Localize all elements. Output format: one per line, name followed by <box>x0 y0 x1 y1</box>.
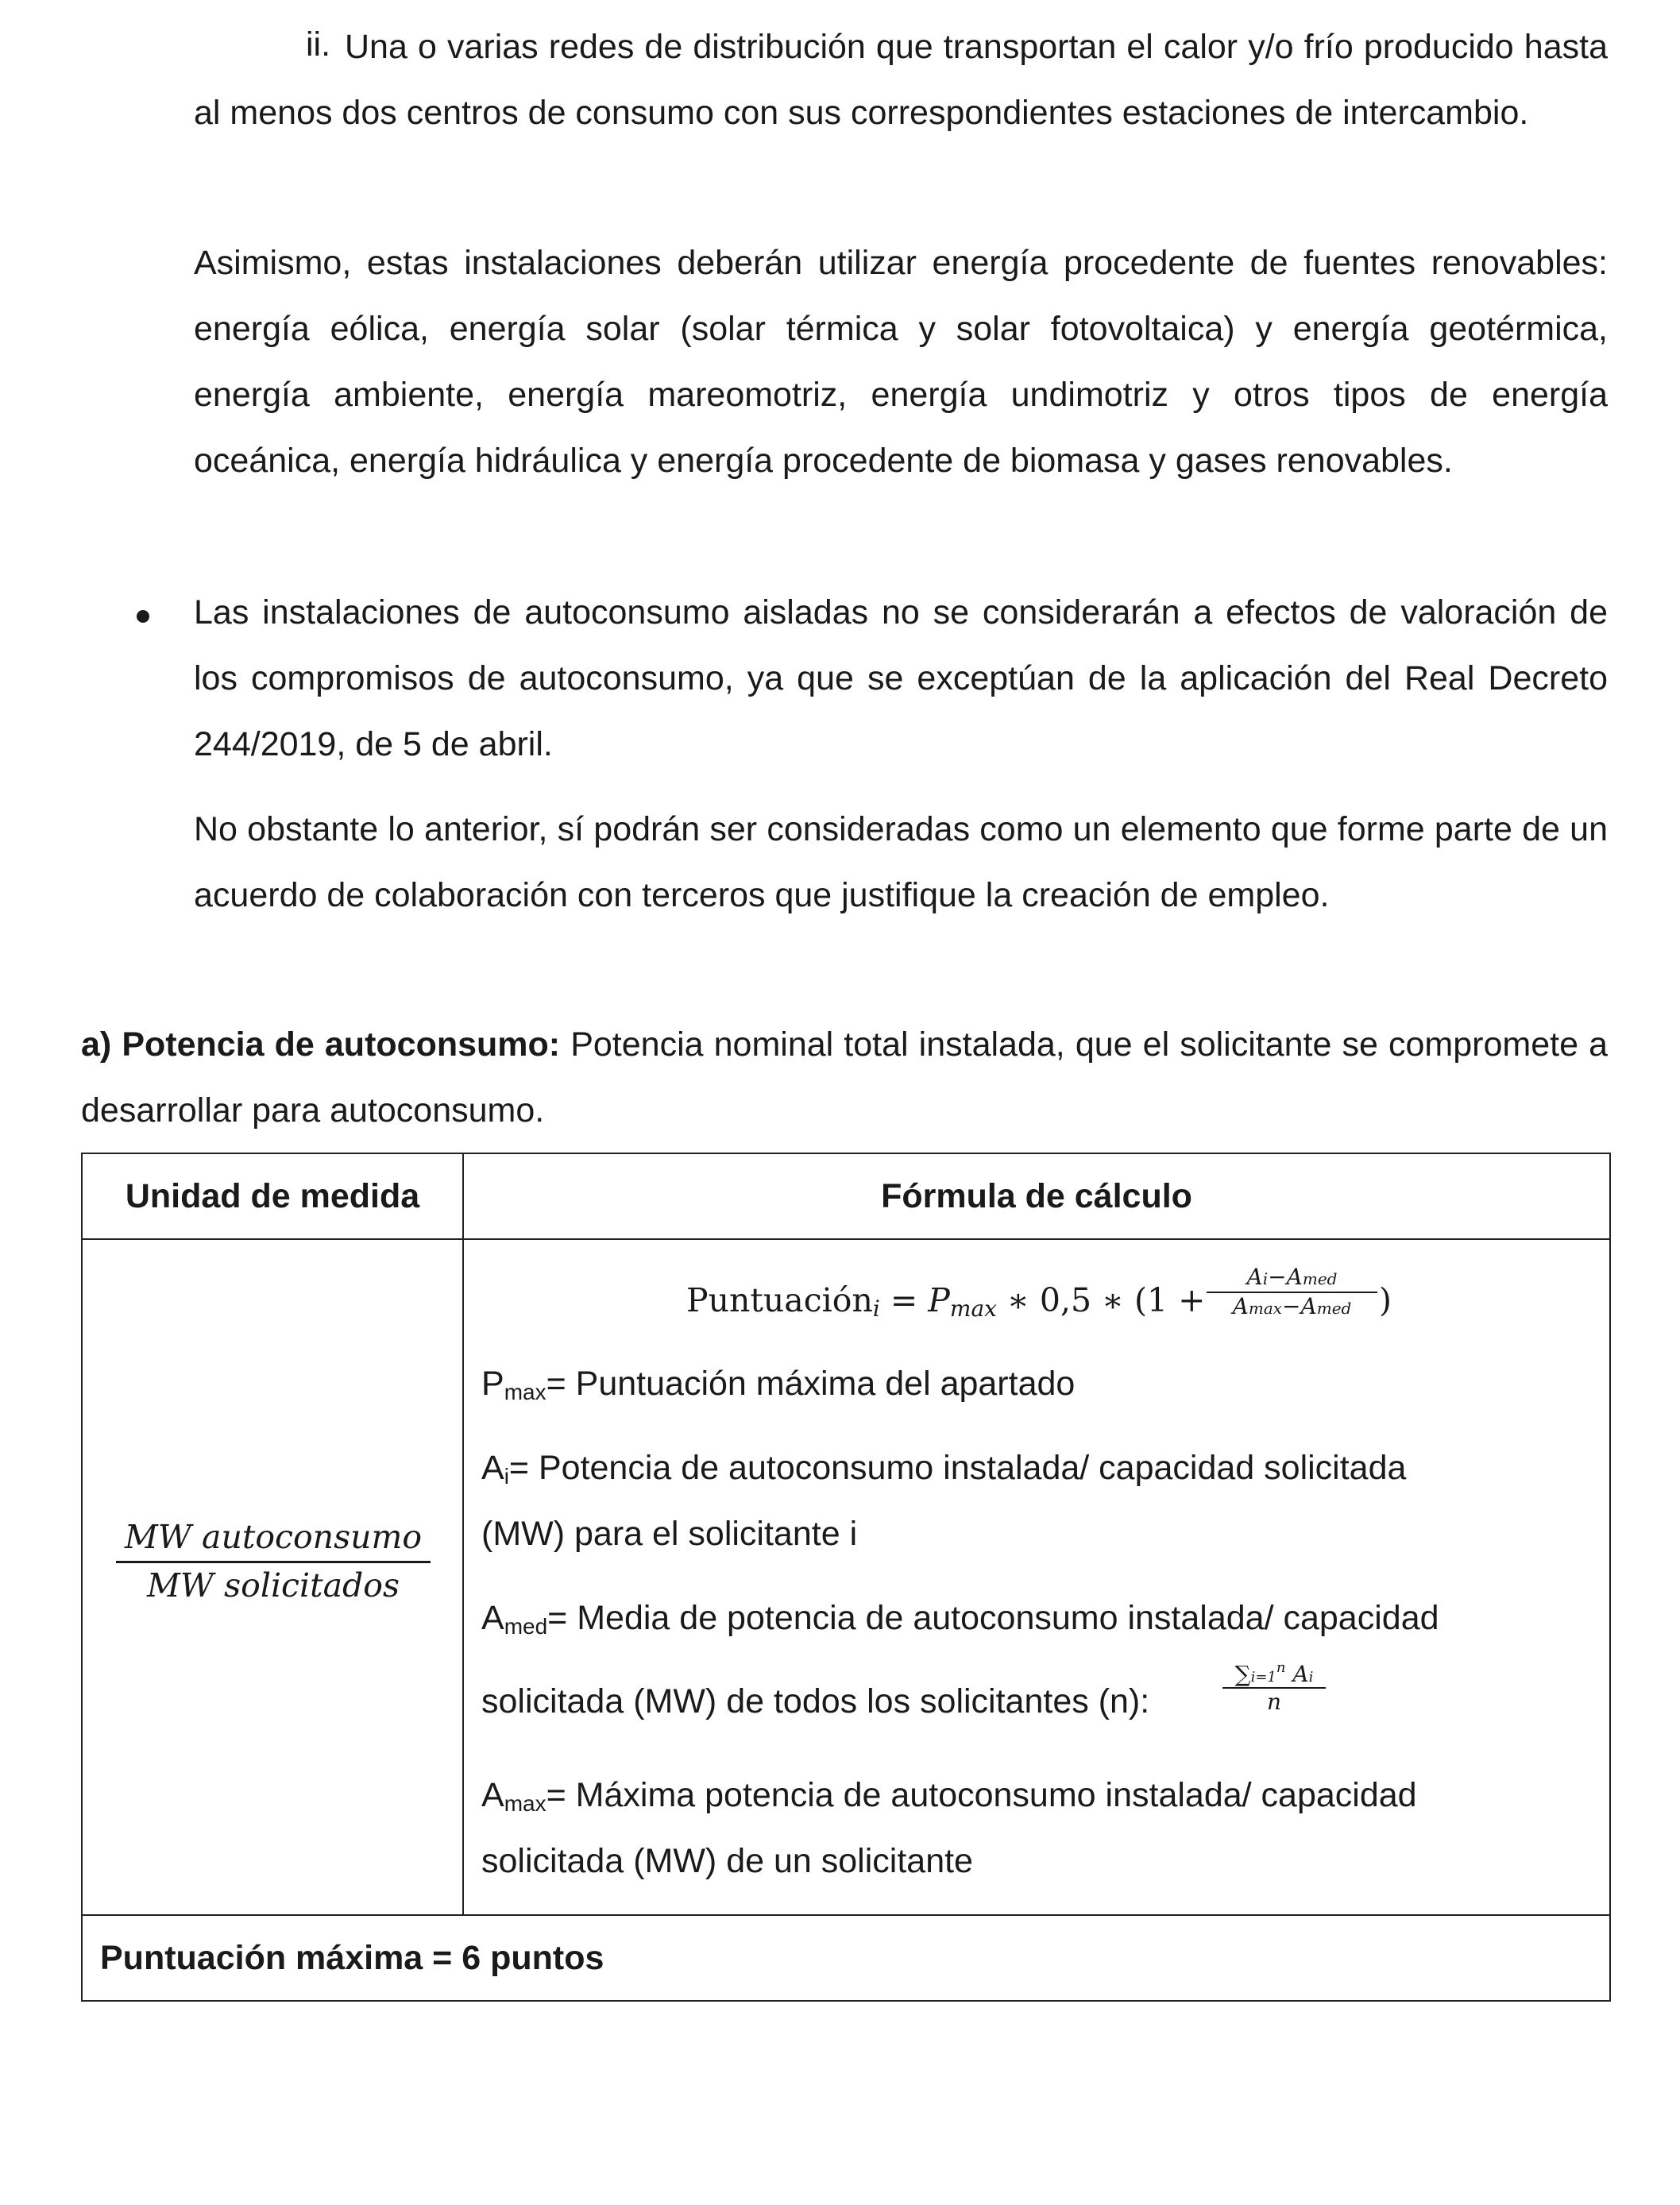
item-ii-text: Una o varias redes de distribución que transportan el calor y/o frío producido hasta al menos dos centros de consumo con sus correspondientes estaciones de intercambio. <box>194 28 1608 132</box>
def-ai: Ai= Potencia de autoconsumo instalada/ capacidad solicitada <box>481 1449 1407 1489</box>
header-formula-cell <box>463 1153 1610 1239</box>
main-formula: Puntuacióni = Pmax ∗ 0,5 ∗ (1 + Ai−Amed Amax−Amed ) <box>686 1264 1392 1322</box>
def-amax-line-2: solicitada (MW) de un solicitante <box>481 1842 973 1880</box>
unit-cell <box>82 1239 463 1915</box>
formula-cell <box>463 1239 1610 1915</box>
header-formula: Fórmula de cálculo <box>881 1176 1192 1215</box>
bullet-paragraph: Las instalaciones de autoconsumo aisladas no se considerarán a efectos de valoración de los compromisos de autoconsumo, ya que se exceptúan de la aplicación del Real Decreto 244/2019, de 5 de abril. <box>194 593 1608 763</box>
sum-fraction: $\sum i=1^n$ Ai n <box>1222 1661 1326 1715</box>
asimismo-paragraph: Asimismo, estas instalaciones deberán utilizar energía procedente de fuentes renovables: energía eólica, energía solar (solar térmica y solar fotovoltaica) y energía geotérmica, energía ambiente, energía mareomotriz, energía undimotriz y otros tipos de energía oceánica, energía hidráulica y energía procedente de biomasa y gases renovables. <box>194 244 1608 480</box>
header-unit-cell <box>82 1153 463 1239</box>
def-amax: Amax= Máxima potencia de autoconsumo instalada/ capacidad <box>481 1776 1417 1816</box>
unit-denominator: MW solicitados <box>146 1566 400 1605</box>
section-a-paragraph <box>81 1012 1608 1144</box>
def-pmax: Pmax= Puntuación máxima del apartado <box>481 1365 1076 1404</box>
section-a-label: a) Potencia de autoconsumo: <box>81 1025 561 1064</box>
max-score: Puntuación máxima = 6 puntos <box>100 1938 604 1977</box>
formula-lhs: Puntuación <box>686 1281 873 1319</box>
section-a-text: Potencia nominal total instalada, que el solicitante se compromete a desarrollar para autoconsumo. <box>81 1025 1608 1130</box>
bullet-dot-icon <box>137 610 149 623</box>
formula-table <box>81 1153 1611 2002</box>
item-ii-prefix: ii. <box>306 25 331 64</box>
unit-numerator: MW autoconsumo <box>124 1518 423 1556</box>
formula-fraction: Ai−Amed Amax−Amed <box>1207 1264 1377 1319</box>
unit-fraction <box>116 1518 431 1605</box>
def-ai-line-2: (MW) para el solicitante i <box>481 1515 858 1553</box>
def-amed: Amed= Media de potencia de autoconsumo instalada/ capacidad <box>481 1599 1439 1639</box>
no-obstante-paragraph: No obstante lo anterior, sí podrán ser consideradas como un elemento que forme parte de un acuerdo de colaboración con terceros que justifique la creación de empleo. <box>194 810 1608 914</box>
footer-cell <box>82 1915 1610 2001</box>
def-amed-line-2: solicitada (MW) de todos los solicitantes (n): <box>481 1682 1150 1720</box>
header-unit: Unidad de medida <box>125 1176 420 1215</box>
